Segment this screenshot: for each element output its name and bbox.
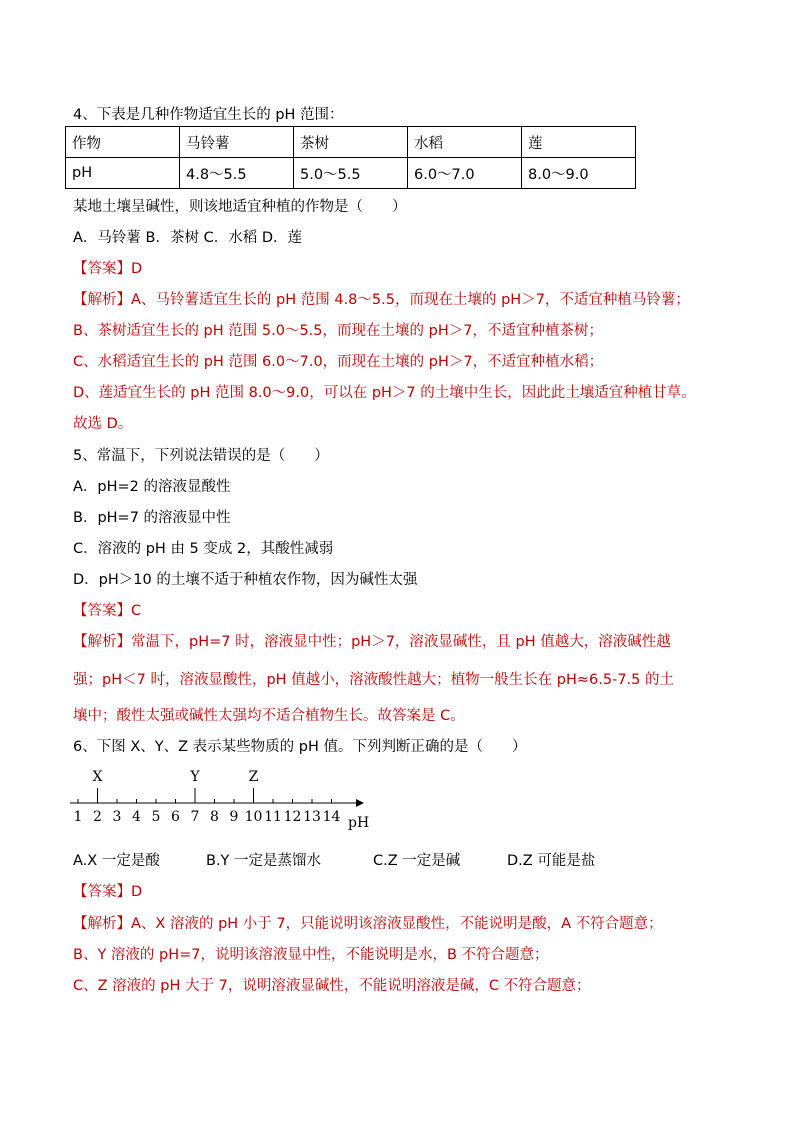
axis-tick-label: 11 — [264, 809, 282, 825]
q5-analysis-line: 壤中；酸性太强或碱性太强均不适合植物生长。故答案是 C。 — [73, 708, 465, 724]
table-cell: 作物 — [66, 127, 180, 158]
ph-range-table — [65, 126, 636, 189]
table-cell: 马铃薯 — [180, 127, 294, 158]
q5-option: C．溶液的 pH 由 5 变成 2，其酸性减弱 — [73, 541, 334, 557]
answer-tag: 【答案】 — [73, 603, 131, 619]
table-row — [66, 158, 636, 189]
q4-analysis-line: 故选 D。 — [73, 416, 133, 432]
axis-tick-label: 14 — [322, 809, 341, 825]
q6-option: C.Z 一定是碱 — [373, 853, 461, 869]
q4-stem: 4、下表是几种作物适宜生长的 pH 范围： — [73, 107, 344, 123]
q4-analysis-line: D、莲适宜生长的 pH 范围 8.0～9.0，可以在 pH＞7 的土壤中生长，因此此土壤适宜种植甘草。 — [73, 385, 696, 401]
q5-option: D．pH＞10 的土壤不适于种植农作物，因为碱性太强 — [73, 572, 418, 588]
q5-analysis-line: 强；pH＜7 时，溶液显酸性，pH 值越小，溶液酸性越大；植物一般生长在 pH≈6.5-7.5 的土 — [73, 672, 674, 688]
analysis-text: A、X 溶液的 pH 小于 7，只能说明该溶液显酸性，不能说明是酸，A 不符合题意； — [131, 916, 663, 932]
axis-tick-label: 6 — [171, 809, 180, 825]
q6-analysis-line: B、Y 溶液的 pH=7，说明该溶液显中性，不能说明是水，B 不符合题意； — [73, 947, 549, 963]
table-cell: 6.0～7.0 — [408, 158, 522, 189]
answer-tag: 【答案】 — [73, 884, 131, 900]
q5-answer — [73, 601, 141, 621]
marker-label: Z — [248, 769, 259, 785]
answer-value: D — [131, 884, 143, 900]
table-cell: pH — [66, 158, 180, 189]
axis-tick-label: 3 — [112, 809, 122, 825]
q4-answer — [73, 259, 142, 279]
marker-label: Y — [190, 769, 200, 785]
q4-analysis-line — [73, 290, 690, 310]
answer-tag: 【答案】 — [73, 261, 131, 277]
q4-options: A．马铃薯 B．茶树 C．水稻 D．莲 — [73, 230, 302, 246]
q6-analysis-line — [73, 914, 663, 934]
axis-markers — [93, 769, 259, 803]
table-cell: 莲 — [522, 127, 636, 158]
axis-tick-label: 8 — [210, 809, 219, 825]
axis-tick-label: 12 — [283, 809, 302, 825]
q4-analysis-line: B、茶树适宜生长的 pH 范围 5.0～5.5，而现在土壤的 pH＞7，不适宜种植茶树； — [73, 323, 603, 339]
axis-tick-label: 1 — [73, 809, 83, 825]
table-cell: 4.8～5.5 — [180, 158, 294, 189]
analysis-text: A、马铃薯适宜生长的 pH 范围 4.8～5.5，而现在土壤的 pH＞7，不适宜种植马铃薯； — [131, 292, 690, 308]
q6-option: B.Y 一定是蒸馏水 — [206, 853, 322, 869]
axis-tick-label: 5 — [151, 809, 161, 825]
analysis-tag: 【解析】 — [73, 916, 131, 932]
axis-tick-label: 9 — [229, 809, 239, 825]
axis-tick-label: 13 — [303, 809, 321, 825]
analysis-text: 常温下，pH=7 时，溶液显中性；pH＞7，溶液显碱性，且 pH 值越大，溶液碱性越 — [131, 634, 671, 650]
axis-arrow-icon — [356, 799, 364, 807]
answer-value: D — [131, 261, 143, 277]
axis-tick-label: 10 — [244, 809, 263, 825]
ph-number-line — [66, 763, 386, 833]
q6-answer — [73, 882, 142, 902]
marker-label: X — [92, 769, 103, 785]
q4-analysis-line: C、水稻适宜生长的 pH 范围 6.0～7.0，而现在土壤的 pH＞7，不适宜种植水稻； — [73, 354, 604, 370]
analysis-tag: 【解析】 — [73, 292, 131, 308]
q5-option: A．pH=2 的溶液显酸性 — [73, 479, 231, 495]
q5-analysis-line — [73, 632, 671, 652]
answer-value: C — [131, 603, 142, 619]
table-cell: 水稻 — [408, 127, 522, 158]
q6-stem: 6、下图 X、Y、Z 表示某些物质的 pH 值。下列判断正确的是（ ） — [73, 739, 527, 755]
q5-stem: 5、常温下，下列说法错误的是（ ） — [73, 448, 329, 464]
axis-tick-label: 7 — [190, 809, 200, 825]
q4-question: 某地土壤呈碱性，则该地适宜种植的作物是（ ） — [73, 199, 407, 215]
q6-analysis-line: C、Z 溶液的 pH 大于 7，说明溶液显碱性，不能说明溶液是碱，C 不符合题意； — [73, 978, 591, 994]
table-cell: 8.0～9.0 — [522, 158, 636, 189]
table-header-row — [66, 127, 636, 158]
table-cell: 茶树 — [294, 127, 408, 158]
q6-option: D.Z 可能是盐 — [507, 853, 596, 869]
axis-unit-label: pH — [348, 815, 370, 831]
table-cell: 5.0～5.5 — [294, 158, 408, 189]
analysis-tag: 【解析】 — [73, 634, 131, 650]
q5-option: B．pH=7 的溶液显中性 — [73, 510, 231, 526]
q6-option: A.X 一定是酸 — [73, 853, 160, 869]
axis-tick-label: 4 — [132, 809, 141, 825]
axis-tick-label: 2 — [93, 809, 102, 825]
